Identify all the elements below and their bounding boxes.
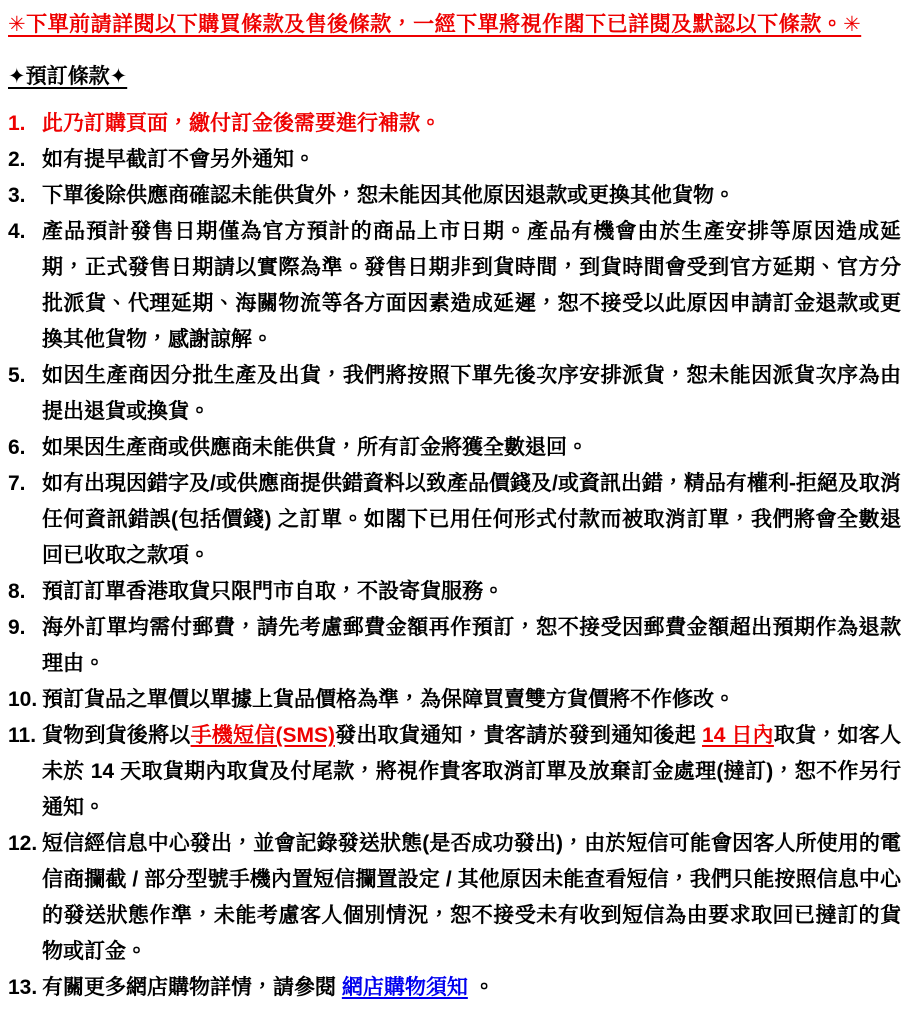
term-item-10 bbox=[8, 682, 903, 718]
term-text: 如有提早截訂不會另外通知。 bbox=[42, 148, 315, 171]
term-text: 預訂訂單香港取貨只限門市自取，不設寄貨服務。 bbox=[42, 580, 504, 603]
sms-notification-highlight: 手機短信(SMS) bbox=[190, 724, 335, 747]
term-number: 6. bbox=[8, 436, 26, 459]
term-text-segment: 發出取貨通知，貴客請於發到通知後起 bbox=[334, 724, 703, 747]
term-item-5 bbox=[8, 358, 903, 430]
term-number: 3. bbox=[8, 184, 26, 207]
term-item-6 bbox=[8, 430, 903, 466]
term-text-segment: 。 bbox=[467, 976, 495, 999]
term-number: 2. bbox=[8, 148, 26, 171]
term-item-13 bbox=[8, 970, 903, 1006]
term-text: 海外訂單均需付郵費，請先考慮郵費金額再作預訂，恕不接受因郵費金額超出預期作為退款理由。 bbox=[42, 616, 901, 675]
term-text: 如果因生產商或供應商未能供貨，所有訂金將獲全數退回。 bbox=[42, 436, 588, 459]
term-text: 如有出現因錯字及/或供應商提供錯資料以致產品價錢及/或資訊出錯，精品有權利-拒絕及取消任何資訊錯誤(包括價錢) 之訂單。如閣下已用任何形式付款而被取消訂單，我們將會全數退回已收取之款項。 bbox=[42, 472, 901, 567]
term-text-segment: 貨物到貨後將以 bbox=[42, 724, 191, 747]
term-item-2 bbox=[8, 142, 903, 178]
term-item-9 bbox=[8, 610, 903, 682]
term-text: 此乃訂購頁面，繳付訂金後需要進行補款。 bbox=[42, 112, 441, 135]
term-item-11 bbox=[8, 718, 903, 826]
term-item-8 bbox=[8, 574, 903, 610]
term-text: 產品預計發售日期僅為官方預計的商品上市日期。產品有機會由於生產安排等原因造成延期，正式發售日期請以實際為準。發售日期非到貨時間，到貨時間會受到官方延期、官方分批派貨、代理延期、海關物流等各方面因素造成延遲，恕不接受以此原因申請訂金退款或更換其他貨物，感謝諒解。 bbox=[42, 220, 901, 351]
term-number: 11. bbox=[8, 724, 37, 747]
term-number: 9. bbox=[8, 616, 26, 639]
term-text bbox=[42, 970, 903, 1006]
term-number: 10. bbox=[8, 688, 38, 711]
purchase-notice-banner: ✳下單前請詳閱以下購買條款及售後條款，一經下單將視作閣下已詳閱及默認以下條款。✳ bbox=[8, 13, 862, 36]
store-shopping-guide-link[interactable]: 網店購物須知 bbox=[341, 976, 468, 999]
term-text bbox=[42, 718, 903, 826]
term-text-segment: 取貨，如客人未於 14 天取貨期內取貨及付尾款，將視作貴客取消訂單及放棄訂金處理(撻訂)，恕不作另行通知。 bbox=[42, 724, 902, 819]
terms-list bbox=[8, 106, 903, 1006]
term-item-12 bbox=[8, 826, 903, 970]
term-number: 5. bbox=[8, 364, 26, 387]
term-item-3 bbox=[8, 178, 903, 214]
term-text: 如因生產商因分批生產及出貨，我們將按照下單先後次序安排派貨，恕未能因派貨次序為由提出退貨或換貨。 bbox=[42, 364, 901, 423]
term-text: 預訂貨品之單價以單據上貨品價格為準，為保障買賣雙方貨價將不作修改。 bbox=[42, 688, 735, 711]
term-number: 8. bbox=[8, 580, 26, 603]
term-number: 13. bbox=[8, 976, 38, 999]
pickup-deadline-highlight: 14 日內 bbox=[702, 724, 774, 747]
term-text: 短信經信息中心發出，並會記錄發送狀態(是否成功發出)，由於短信可能會因客人所使用的電信商攔截 / 部分型號手機內置短信攔置設定 / 其他原因未能查看短信，我們只能按照信息中心的發送狀態作準，未能考慮客人個別情況，恕不接受未有收到短信為由要求取回已撻訂的貨物或訂金。 bbox=[42, 832, 901, 963]
term-text-segment: 有關更多網店購物詳情，請參閱 bbox=[42, 976, 342, 999]
term-number: 1. bbox=[8, 112, 26, 135]
term-text: 下單後除供應商確認未能供貨外，恕未能因其他原因退款或更換其他貨物。 bbox=[42, 184, 735, 207]
term-number: 12. bbox=[8, 832, 38, 855]
term-number: 4. bbox=[8, 220, 26, 243]
term-item-7 bbox=[8, 466, 903, 574]
term-item-1 bbox=[8, 106, 903, 142]
term-number: 7. bbox=[8, 472, 26, 495]
section-title-preorder-terms: ✦預訂條款✦ bbox=[8, 65, 128, 88]
term-item-4 bbox=[8, 214, 903, 358]
